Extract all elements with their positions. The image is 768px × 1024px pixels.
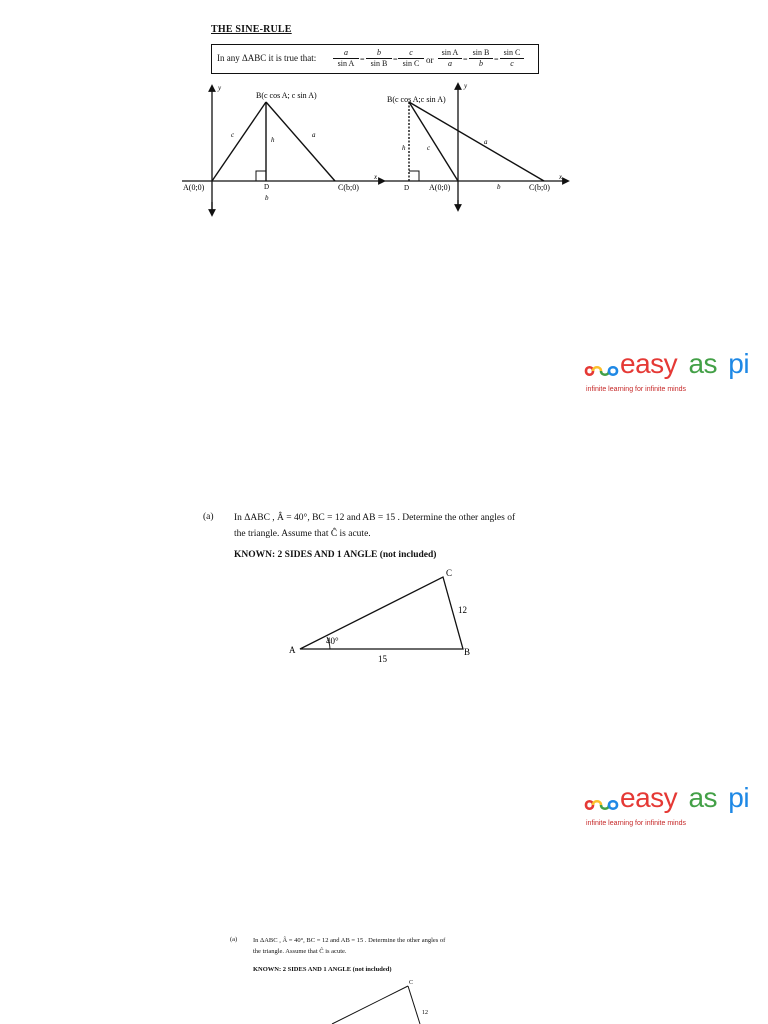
angle-a-label: 40° xyxy=(326,636,339,646)
vertex-a-label: A xyxy=(289,645,296,655)
equals-sign: = xyxy=(494,55,499,64)
side-bc-label: 12 xyxy=(458,605,467,615)
axis-y-label: y xyxy=(464,82,468,90)
sine-rule-diagram-acute xyxy=(170,82,390,217)
logo-tagline: infinite learning for infinite minds xyxy=(586,386,686,393)
side-a-label: a xyxy=(312,131,316,139)
base-b-label: b xyxy=(497,183,501,191)
example-triangle-diagram-small xyxy=(320,976,440,1024)
axis-x-label: x xyxy=(559,173,563,181)
question-text xyxy=(234,510,554,542)
logo-tagline: infinite learning for infinite minds xyxy=(586,820,686,827)
vertex-a-label: A(0;0) xyxy=(429,183,451,192)
triangle-abc xyxy=(300,577,463,649)
easy-as-pi-logo xyxy=(584,348,764,398)
question-label: (a) xyxy=(203,512,214,522)
sine-rule-diagram-obtuse xyxy=(378,82,573,217)
side-c-label: c xyxy=(427,144,431,152)
foot-d-label: D xyxy=(264,183,270,191)
question-line-1: In ΔABC , Â = 40°, BC = 12 and AB = 15 . Determine the other angles of xyxy=(253,937,446,944)
example-triangle-diagram xyxy=(280,562,495,670)
sine-rule-statement: In any ΔABC it is true that: xyxy=(217,53,317,63)
vertex-c-label: C xyxy=(446,568,453,578)
side-a-line xyxy=(409,102,544,181)
equals-sign: = xyxy=(393,55,398,64)
axis-x-label: x xyxy=(374,173,378,181)
logo-word-easy: easy xyxy=(620,782,678,813)
logo-wordmark xyxy=(620,782,749,814)
vertex-c-label: C(b;0) xyxy=(529,183,550,192)
vertex-c-label: C(b;0) xyxy=(338,183,359,192)
fraction-b-over-sinb: $\frac{b}{\text{sin B}}$ xyxy=(366,48,392,69)
known-heading-small: KNOWN: 2 SIDES AND 1 ANGLE (not included) xyxy=(253,966,392,973)
logo-word-pi: pi xyxy=(728,348,750,379)
or-word: or xyxy=(426,55,434,65)
logo-word-easy: easy xyxy=(620,348,678,379)
side-c-line xyxy=(212,102,266,181)
vertex-a-label: A(0;0) xyxy=(183,183,205,192)
logo-wordmark xyxy=(620,348,749,380)
side-a-label: a xyxy=(484,138,488,146)
vertex-c-label: C xyxy=(409,980,414,986)
axis-y-label: y xyxy=(218,84,222,92)
logo-word-as: as xyxy=(688,348,718,379)
fraction-c-over-sinc: $\frac{c}{\text{sin C}}$ xyxy=(398,48,424,69)
infinity-icon xyxy=(584,797,620,813)
question-label-small: (a) xyxy=(230,936,238,943)
fraction-a-over-sina: $\frac{a}{\text{sin A}}$ xyxy=(333,48,359,69)
vertex-b-label: B(c cos A;c sin A) xyxy=(387,95,446,104)
vertex-b-label: B(c cos A; c sin A) xyxy=(256,91,317,100)
right-angle-marker xyxy=(256,171,266,181)
easy-as-pi-logo xyxy=(584,782,764,832)
fraction-sinc-over-c: $\frac{\text{sin C}}{c}$ xyxy=(500,48,524,69)
foot-d-label: D xyxy=(404,184,410,192)
side-bc-label: 12 xyxy=(422,1010,428,1016)
question-line-1: In ΔABC , Â = 40°, BC = 12 and AB = 15 . Determine the other angles of xyxy=(234,513,516,523)
question-line-2: the triangle. Assume that Ĉ is acute. xyxy=(253,948,347,955)
infinity-icon xyxy=(584,363,620,379)
vertex-b-label: B xyxy=(464,647,471,657)
triangle-side-ac xyxy=(332,986,408,1024)
side-ab-label: 15 xyxy=(378,654,387,664)
equals-sign: = xyxy=(463,55,468,64)
logo-word-pi: pi xyxy=(728,782,750,813)
height-h-label: h xyxy=(402,144,406,152)
side-c-line xyxy=(409,102,458,181)
triangle-side-bc xyxy=(408,986,420,1024)
known-heading: KNOWN: 2 SIDES AND 1 ANGLE (not included) xyxy=(234,550,437,560)
fraction-sina-over-a: $\frac{\text{sin A}}{a}$ xyxy=(438,48,462,69)
side-a-line xyxy=(266,102,335,181)
side-c-label: c xyxy=(231,131,235,139)
sine-rule-title: THE SINE-RULE xyxy=(211,24,292,35)
right-angle-marker xyxy=(409,171,419,181)
equals-sign: = xyxy=(360,55,365,64)
question-line-2: the triangle. Assume that Ĉ is acute. xyxy=(234,529,371,539)
fraction-sinb-over-b: $\frac{\text{sin B}}{b}$ xyxy=(469,48,493,69)
base-b-label: b xyxy=(265,194,269,202)
question-text-small xyxy=(253,935,493,957)
logo-word-as: as xyxy=(688,782,718,813)
height-h-label: h xyxy=(271,136,275,144)
